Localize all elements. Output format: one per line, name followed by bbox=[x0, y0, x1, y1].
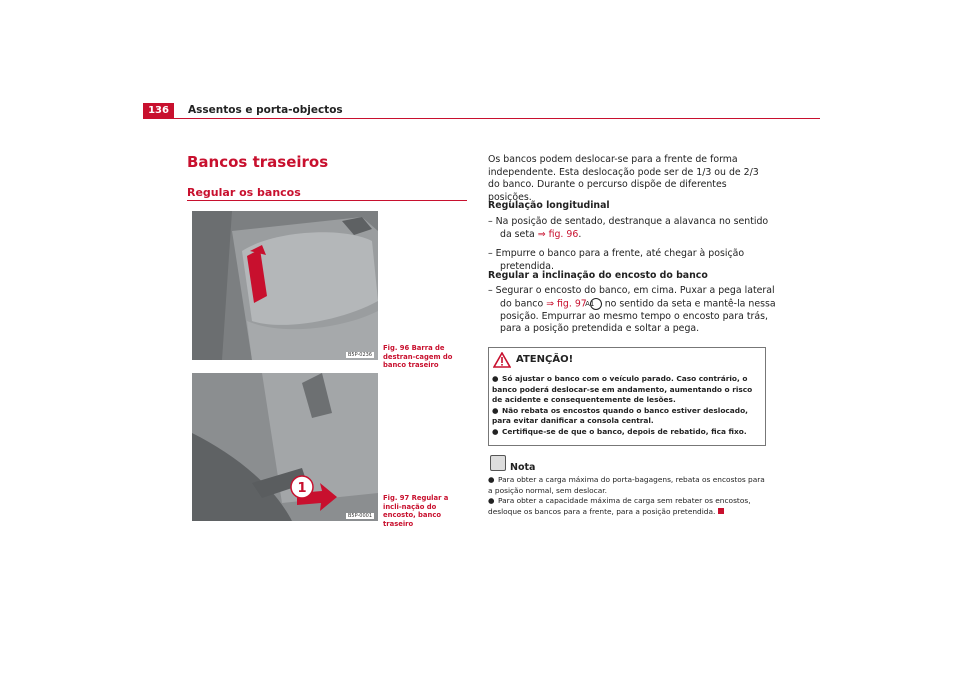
note-item bbox=[488, 475, 768, 496]
end-of-section-icon bbox=[718, 508, 724, 514]
warning-item bbox=[492, 374, 762, 406]
note-title: Nota bbox=[510, 462, 536, 473]
figure-96-link[interactable]: ⇒ fig. 96 bbox=[537, 228, 579, 240]
note-hand-icon bbox=[490, 455, 506, 471]
warning-list bbox=[492, 374, 762, 437]
warning-item bbox=[492, 427, 762, 438]
step-text-end: . bbox=[578, 228, 582, 240]
figure-97-link[interactable]: ⇒ fig. 97 bbox=[546, 298, 587, 310]
note-item-text: Para obter a capacidade máxima de carga sem rebater os encostos, desloque os bancos para a frente, para a posição pretendida. bbox=[488, 496, 751, 517]
page-number: 136 bbox=[143, 103, 174, 118]
step-push-seat: – Empurre o banco para a frente, até chegar à posição pretendida. bbox=[488, 248, 745, 272]
subheading-longitudinal: Regulação longitudinal bbox=[488, 200, 610, 211]
figure-96-caption: Fig. 96 Barra de destran-cagem do banco traseiro bbox=[383, 344, 453, 369]
figure-code: B5P-0001 bbox=[347, 513, 372, 519]
figure-97-backrest bbox=[192, 373, 378, 521]
figure-marker: 1 bbox=[297, 481, 307, 496]
backrest-illustration bbox=[192, 373, 378, 521]
intro-paragraph: Os bancos podem deslocar-se para a frente de forma independente. Esta deslocação pode ser de 1/3 ou de 2/3 do banco. Durante o percurso dispõe de diferentes posições. bbox=[488, 154, 759, 203]
warning-item bbox=[492, 406, 762, 427]
note-item-text: Para obter a carga máxima do porta-bagagens, rebata os encostos para a posição normal, sem deslocar. bbox=[488, 475, 765, 495]
note-item bbox=[488, 496, 768, 517]
running-header: Assentos e porta-objectos bbox=[188, 104, 343, 116]
figure-97-caption: Fig. 97 Regular a incli-nação do encosto, banco traseiro bbox=[383, 494, 449, 528]
warning-item-text: Não rebata os encostos quando o banco estiver deslocado, para evitar danificar a consola central. bbox=[492, 405, 748, 425]
bullet-icon: ● bbox=[492, 426, 499, 436]
seat-lever-illustration bbox=[192, 211, 378, 360]
bullet-icon: ● bbox=[488, 475, 495, 484]
bullet-icon: ● bbox=[488, 496, 495, 506]
figure-code: B5P-0236 bbox=[347, 352, 372, 358]
step-text: – Segurar o encosto do banco, em cima. Puxar a pega lateral do banco bbox=[488, 285, 775, 310]
step-text: – Na posição de sentado, destranque a alavanca no sentido da seta bbox=[488, 216, 769, 240]
step-unlock-lever bbox=[488, 216, 778, 241]
warning-item-text: Certifique-se de que o banco, depois de rebatido, fica fixo. bbox=[502, 426, 747, 436]
figure-96-seat-lever bbox=[192, 211, 378, 360]
marker-circle-icon: A1 bbox=[590, 298, 602, 310]
section-title: Bancos traseiros bbox=[187, 153, 329, 171]
warning-item-text: Só ajustar o banco com o veículo parado. Caso contrário, o banco poderá deslocar-se em andamento, aumentando o risco de acidente e consequentemente de lesões. bbox=[492, 374, 753, 404]
step-adjust-backrest bbox=[488, 285, 778, 336]
header-rule bbox=[143, 118, 820, 119]
subheading-backrest: Regular a inclinação do encosto do banco bbox=[488, 270, 708, 281]
note-list bbox=[488, 475, 768, 518]
step-text-end: no sentido da seta e mantê-la nessa posição. Empurrar ao mesmo tempo o encosto para trás, para a posição pretendida e soltar a pega. bbox=[500, 298, 776, 335]
bullet-icon: ● bbox=[492, 374, 499, 383]
subtitle-rule bbox=[187, 200, 467, 201]
section-subtitle: Regular os bancos bbox=[187, 186, 301, 199]
warning-title: ATENÇÃO! bbox=[516, 354, 574, 365]
warning-triangle-icon bbox=[493, 352, 511, 368]
bullet-icon: ● bbox=[492, 405, 499, 415]
